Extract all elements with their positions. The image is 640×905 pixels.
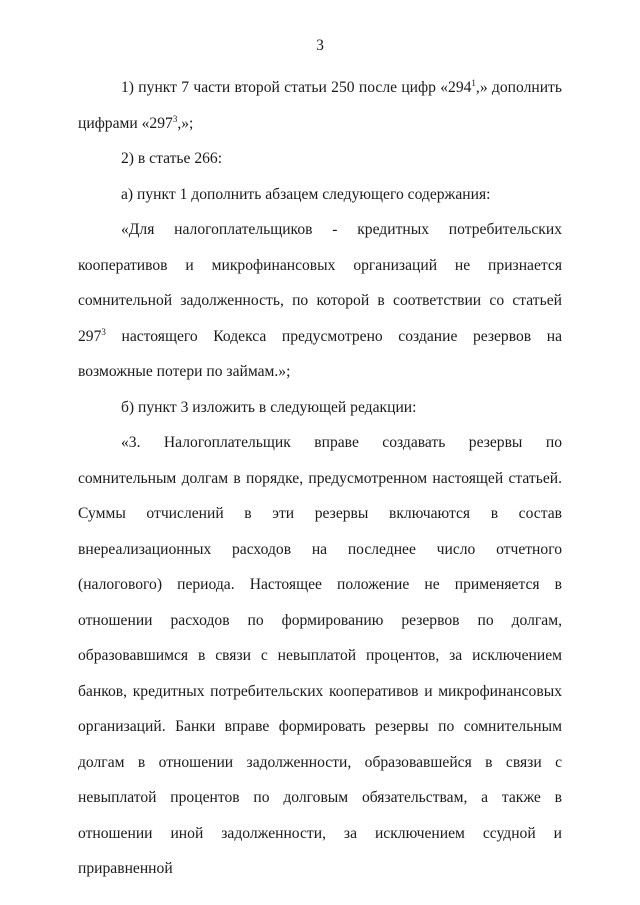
paragraph-quote-3: «3. Налогоплательщик вправе создавать резервы по сомнительным долгам в порядке, предусмотренном настоящей статьей. Суммы отчислений в эти резервы включаются в состав внереализационных расходов на последнее число отчетного (налогового) периода. Настоящее положение не применяется в отношении расходов по формированию резервов по долгам, образовавшимся в связи с невыплатой процентов, за исключением банков, кредитных потребительских кооперативов и микрофинансовых организаций. Банки вправе формировать резервы по сомнительным долгам в отношении задолженности, образовавшейся в связи с невыплатой процентов по долговым обязательствам, а также в отношении иной задолженности, за исключением ссудной и приравненной — [78, 434, 562, 877]
paragraph-item-2: 2) в статье 266: — [121, 150, 223, 167]
paragraph-item-1: 1) пункт 7 части второй статьи 250 после цифр «$294^1$,» дополнить цифрами «$297^3$,»; — [78, 78, 562, 132]
paragraph-quote-1: «Для налогоплательщиков - кредитных потребительских кооперативов и микрофинансовых организаций не признается сомнительной задолженность, по которой в соответствии со статьей $297^3$ настоящего Кодекса предусмотрено создание резервов на возможные потери по займам.»; — [78, 221, 562, 380]
superscript: 3 — [172, 113, 178, 124]
page-number: 3 — [316, 37, 324, 54]
paragraph-item-b: б) пункт 3 изложить в следующей редакции: — [121, 398, 417, 416]
document-body — [78, 70, 562, 887]
superscript: 3 — [101, 326, 106, 337]
paragraph-item-a: а) пункт 1 дополнить абзацем следующего содержания: — [121, 185, 491, 203]
superscript: 1 — [471, 78, 476, 88]
